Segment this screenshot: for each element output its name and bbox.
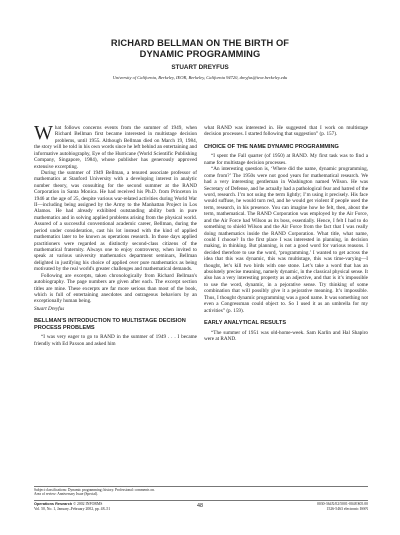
body-paragraph: what RAND was interested in. He suggested that I work on multistage decision processes. I started following that suggestion” (p. 157).	[204, 125, 368, 138]
section-heading: EARLY ANALYTICAL RESULTS	[204, 319, 287, 326]
issn-info	[317, 502, 368, 511]
intro-text: hat follows concerns events from the summer of 1949, when Richard Bellman first became interested in multistage decision problems, until 1955. Although Bellman died on March 19, 1984, the story will be told in his own words since he left behind an entertaining and informative autobiography, Eye of the Hurricane (World Scientific Publishing Company, Singapore, 1984), whose publisher has generously approved extensive excerpting.	[34, 125, 197, 170]
subject-classifications	[34, 488, 184, 497]
author-name: STUART DREYFUS	[171, 64, 229, 71]
subject-line: Subject classifications: Dynamic programming; history. Professional: comments on.	[34, 488, 155, 492]
issn-electronic: 1526-5463 electronic ISSN	[326, 506, 368, 511]
editor-signature: Stuart Dreyfus	[34, 305, 65, 312]
area-line: Area of review: Anniversary Issue (Special).	[34, 492, 99, 497]
page-number: 48	[197, 503, 203, 509]
footnote-divider	[34, 486, 368, 487]
drop-cap: W	[34, 122, 53, 144]
right-column	[204, 125, 368, 342]
body-paragraph: “An interesting question is, ‘Where did the name, dynamic programming, come from?’ The 1950s were not good years for mathematical research. We had a very interesting gentleman in Washington named Wilson. He was Secretary of Defense, and he actually had a pathological fear and hatred of the word, research. I’m not using the term lightly; I’m using it precisely. His face would suffuse, he would turn red, and he would get violent if people used the term, research, in his presence. You can imagine how he felt, then, about the term, mathematical. The RAND Corporation was employed by the Air Force, and the Air Force had Wilson as its boss, essentially. Hence, I felt I had to do something to shield Wilson and the Air Force from the fact that I was really doing mathematics inside the RAND Corporation. What title, what name, could I choose? In the first place I was interested in planning, in decision making, in thinking. But planning, is not a good word for various reasons. I decided therefore to use the word, ‘programming.’ I wanted to get across the idea that this was dynamic, this was multistage, this was time-varying—I thought, let’s kill two birds with one stone. Let’s take a word that has an absolutely precise meaning, namely dynamic, in the classical physical sense. It also has a very interesting property as an adjective, and that is it’s impossible to use the word, dynamic, in a pejorative sense. Try thinking of some combination that will possibly give it a pejorative meaning. It’s impossible. Thus, I thought dynamic programming was a good name. It was something not even a Congressman could object to. So I used it as an umbrella for my activities” (p. 159).	[204, 166, 368, 314]
issn-print: 0030-364X/02/5001-0048 $05.00	[316, 502, 368, 506]
section-heading: CHOICE OF THE NAME DYNAMIC PROGRAMMING	[204, 143, 339, 150]
body-paragraph: Following are excerpts, taken chronologically from Richard Bellman's autobiography. The page numbers are given after each. The excerpt section titles are mine. These excerpts are far more serious than most of the book, which is full of entertaining anecdotes and outrageous behaviors by an exceptionally human being.	[34, 272, 197, 305]
article-title-line-2: DYNAMIC PROGRAMMING	[139, 49, 261, 59]
footer-divider	[34, 500, 368, 501]
article-title-line-1: RICHARD BELLMAN ON THE BIRTH OF	[110, 38, 290, 48]
section-heading: BELLMAN'S INTRODUCTION TO MULTISTAGE DECISION PROCESS PROBLEMS	[34, 318, 186, 331]
body-paragraph: “I was very eager to go to RAND in the summer of 1949 . . . I became friendly with Ed Paxson and asked him	[34, 334, 197, 347]
journal-copyright: © 2002 INFORMS	[72, 502, 103, 506]
body-paragraph: “The summer of 1951 was old-home-week. Sam Karlin and Hal Shapiro were at RAND.	[204, 329, 368, 342]
body-paragraph: “I spent the Fall quarter (of 1950) at RAND. My first task was to find a name for multistage decision processes.	[204, 153, 368, 166]
intro-paragraph	[34, 122, 197, 170]
author-affiliation: University of California, Berkeley, IEOR, Berkeley, California 94720, dreyfus@ieor.berkeley.edu	[112, 75, 288, 80]
journal-name: Operations Research	[34, 502, 73, 506]
body-paragraph: During the summer of 1949 Bellman, a tenured associate professor of mathematics at Stanford University with a developing interest in analytic number theory, was consulting for the second summer at the RAND Corporation in Santa Monica. He had received his Ph.D. from Princeton in 1946 at the age of 25, despite various war-related activities during World War II—including being assigned by the Army to the Manhattan Project in Los Alamos. He had already exhibited outstanding ability both in pure mathematics and in solving applied problems arising from the physical world. Assured of a successful conventional academic career, Bellman, during the period under consideration, cast his lot instead with the kind of applied mathematics later to be known as operations research. In those days applied practitioners were regarded as distinctly second-class citizens of the mathematical fraternity. Always one to enjoy controversy, when invited to speak at various university mathematics department seminars, Bellman delighted in justifying his choice of applied over pure mathematics as being motivated by the real world's greater challenges and mathematical demands.	[34, 169, 197, 273]
left-column	[34, 122, 197, 347]
journal-volume: Vol. 50, No. 1, January–February 2002, pp. 48–51	[34, 506, 111, 511]
